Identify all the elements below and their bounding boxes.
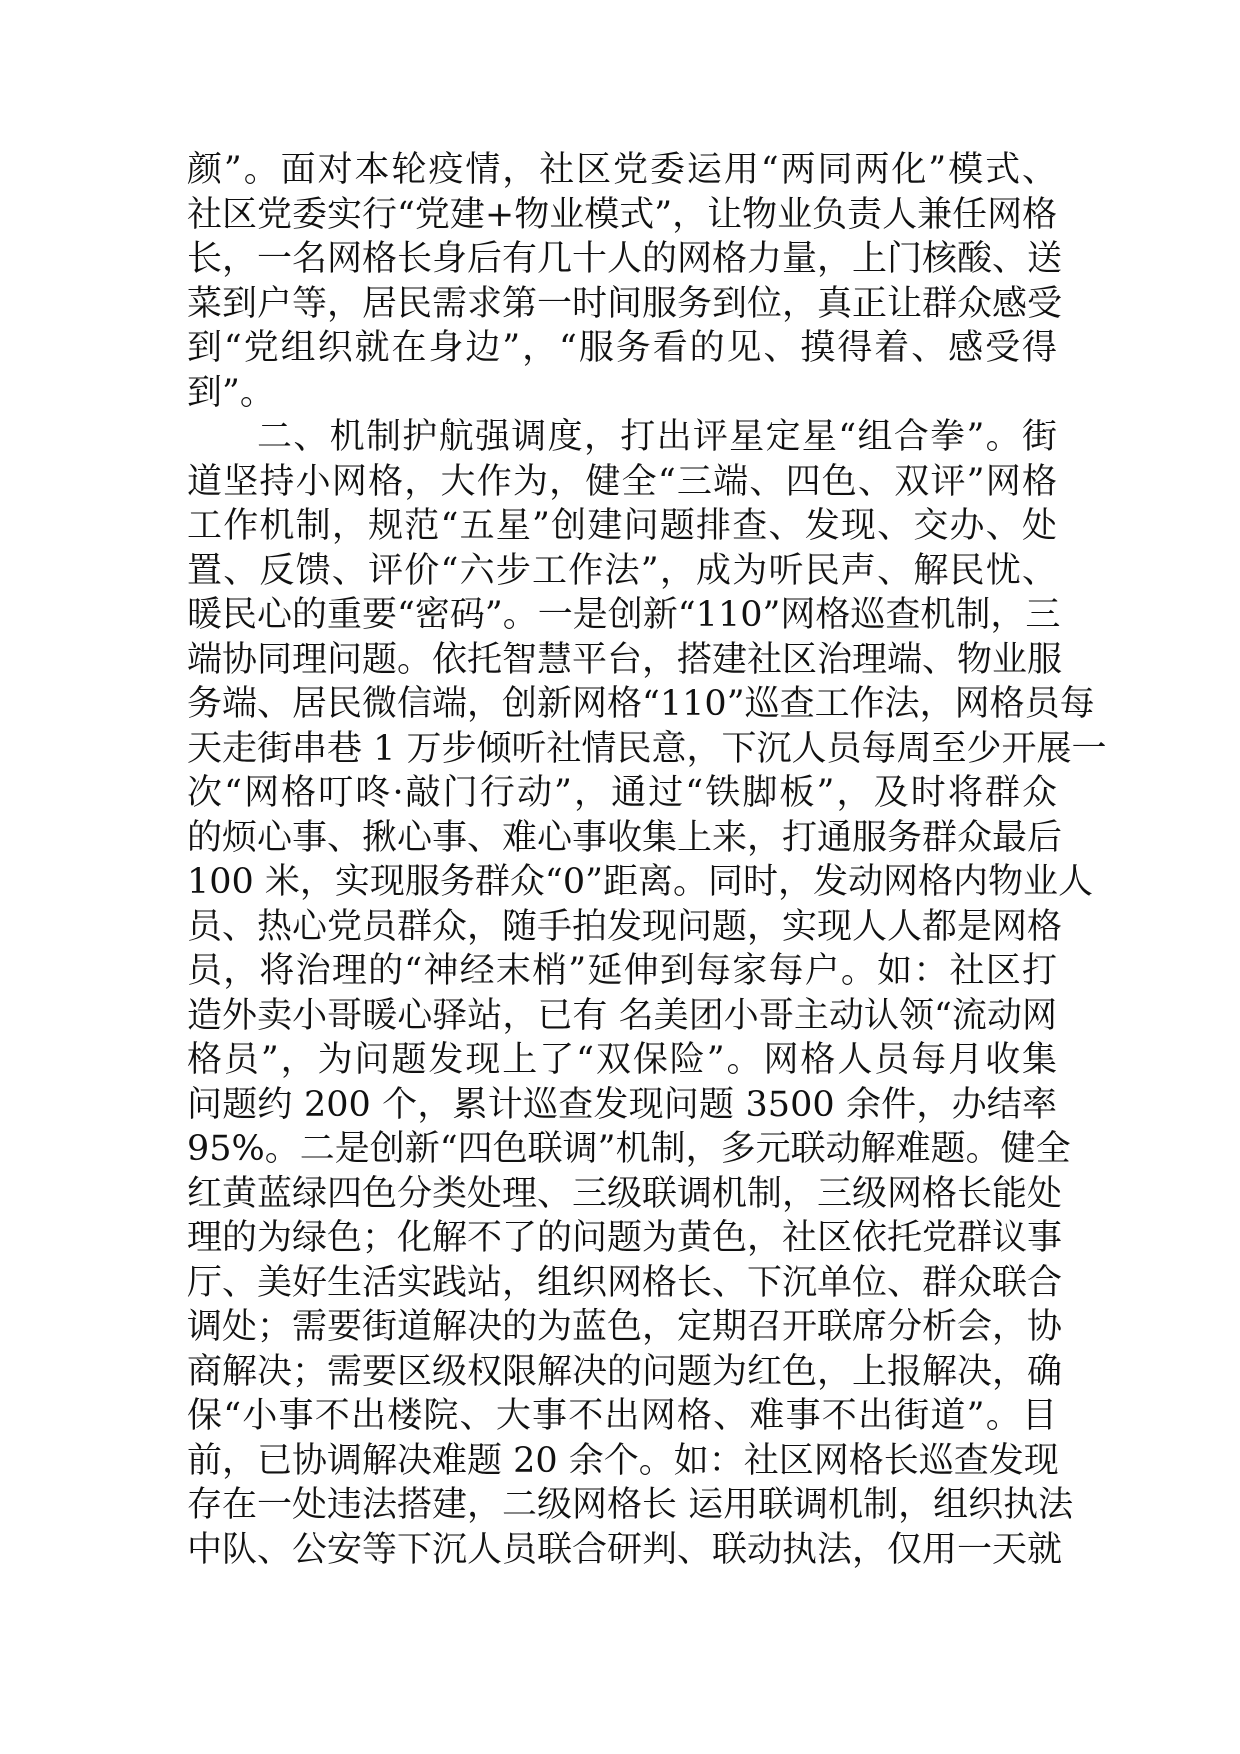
text-line: 暖民心的重要“密码”。一是创新“110”网格巡查机制，三 (187, 595, 1061, 635)
text-line: 员、热心党员群众，随手拍发现问题，实现人人都是网格 (187, 906, 1063, 947)
text-line: 到”。 (187, 372, 275, 413)
text-line: 颜”。面对本轮疫情，社区党委运用“两同两化”模式、 (187, 150, 1057, 190)
text-line: 存在一处违法搭建，二级网格长 运用联调机制，组织执法 (187, 1485, 1074, 1525)
text-line: 商解决；需要区级权限解决的问题为红色，上报解决，确 (187, 1351, 1063, 1392)
text-line: 中队、公安等下沉人员联合研判、联动执法，仅用一天就 (187, 1529, 1063, 1570)
text-line: 长，一名网格长身后有几十人的网格力量，上门核酸、送 (187, 239, 1063, 279)
text-line: 社区党委实行“党建+物业模式”，让物业负责人兼任网格 (187, 194, 1058, 235)
text-line: 道坚持小网格，大作为，健全“三端、四色、双评”网格 (187, 461, 1057, 502)
text-line: 95%。二是创新“四色联调”机制，多元联动解难题。健全 (187, 1129, 1071, 1169)
text-line: 到“党组织就在身边”，“服务看的见、摸得着、感受得 (187, 328, 1057, 368)
text-line: 天走街串巷 1 万步倾听社情民意，下沉人员每周至少开展一 (187, 728, 1107, 769)
text-line: 调处；需要街道解决的为蓝色，定期召开联席分析会，协 (187, 1307, 1063, 1347)
text-line: 置、反馈、评价“六步工作法”，成为听民声、解民忧、 (187, 550, 1057, 591)
text-line: 次“网格叮咚·敲门行动”，通过“铁脚板”，及时将群众 (187, 773, 1057, 813)
text-line: 造外卖小哥暖心驿站，已有 名美团小哥主动认领“流动网 (187, 995, 1057, 1036)
text-line: 格员”，为问题发现上了“双保险”。网格人员每月收集 (187, 1040, 1057, 1080)
text-line: 前，已协调解决难题 20 余个。如：社区网格长巡查发现 (187, 1440, 1059, 1481)
text-line: 员，将治理的“神经末梢”延伸到每家每户。如：社区打 (187, 951, 1057, 991)
text-line: 红黄蓝绿四色分类处理、三级联调机制，三级网格长能处 (187, 1173, 1063, 1214)
text-line: 端协同理问题。依托智慧平台，搭建社区治理端、物业服 (187, 639, 1063, 680)
body-text (187, 148, 1107, 1572)
text-line: 厅、美好生活实践站，组织网格长、下沉单位、群众联合 (187, 1262, 1063, 1303)
section-heading-line: 二、机制护航强调度，打出评星定星“组合拳”。街 (257, 417, 1057, 457)
text-line: 工作机制，规范“五星”创建问题排查、发现、交办、处 (187, 506, 1057, 546)
text-line: 的烦心事、揪心事、难心事收集上来，打通服务群众最后 (187, 817, 1063, 858)
text-line: 理的为绿色；化解不了的问题为黄色，社区依托党群议事 (187, 1218, 1063, 1258)
text-line: 务端、居民微信端，创新网格“110”巡查工作法，网格员每 (187, 684, 1095, 724)
text-line: 问题约 200 个，累计巡查发现问题 3500 余件，办结率 (187, 1084, 1057, 1125)
text-line: 保“小事不出楼院、大事不出网格、难事不出街道”。目 (187, 1396, 1057, 1436)
text-line: 菜到户等，居民需求第一时间服务到位，真正让群众感受 (187, 283, 1063, 324)
text-line: 100 米，实现服务群众“0”距离。同时，发动网格内物业人 (187, 862, 1093, 902)
